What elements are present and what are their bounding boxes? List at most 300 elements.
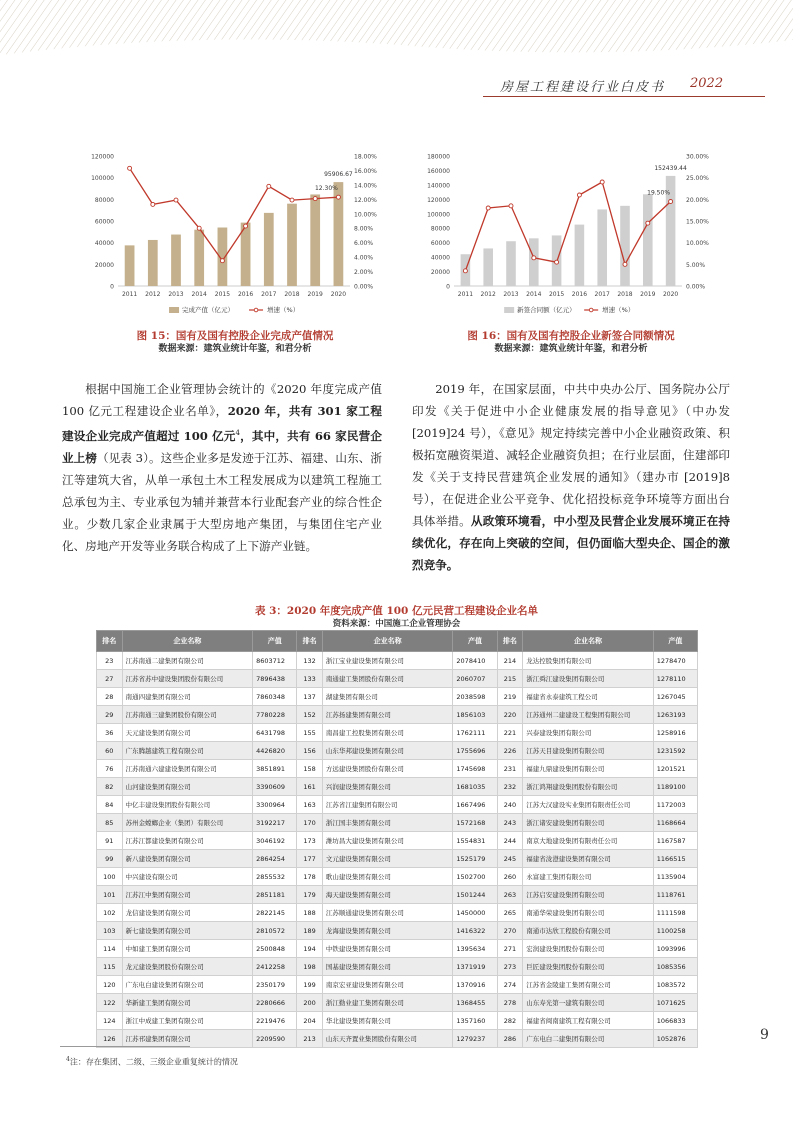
company-cell: 苏州金螳螂企业（集团）有限公司 xyxy=(122,814,253,832)
output-cell: 1278110 xyxy=(653,670,697,688)
rank-cell: 103 xyxy=(97,922,123,940)
rank-cell: 286 xyxy=(497,1030,523,1048)
footnote-rule xyxy=(60,1046,190,1047)
output-cell: 2209590 xyxy=(253,1030,297,1048)
y2-tick-label: 2.00% xyxy=(354,269,374,277)
output-cell: 3192217 xyxy=(253,814,297,832)
bar xyxy=(171,235,181,286)
rank-cell: 163 xyxy=(297,796,323,814)
rank-cell: 204 xyxy=(297,1012,323,1030)
enterprise-table xyxy=(96,630,698,1048)
legend-line-label: 增速（%） xyxy=(267,306,300,314)
rank-cell: 126 xyxy=(97,1030,123,1048)
right-para-text: 2019 年，在国家层面，中共中央办公厅、国务院办公厅印发《关于促进中小企业健康发展的指导意见》（中办发 [2019]24 号），《意见》规定持续完善中小企业融资政策、积极拓宽融资渠道、减轻企业融资负担；在行业层面，住建部印发《关于支持民营建筑企业发展的通知》（建办市 [2019]8 号），在促进企业公平竞争、优化招投标竞争环境等方面出台具体举措。 xyxy=(412,382,730,528)
bar-value-label: 152439.44 xyxy=(654,164,687,172)
right-para-bold: 从政策环境看，中小型及民营企业发展环境正在持续优化，存在向上突破的空间，但仍面临大型央企、国企的激烈竞争。 xyxy=(412,514,730,572)
rank-cell: 60 xyxy=(97,742,123,760)
x-tick-label: 2016 xyxy=(571,291,588,298)
table-source: 资料来源：中国施工企业管理协会 xyxy=(332,619,461,629)
chart-fig16-svg xyxy=(412,148,730,326)
y-tick-label: 120000 xyxy=(427,196,450,204)
output-cell: 7896438 xyxy=(253,670,297,688)
rank-cell: 124 xyxy=(97,1012,123,1030)
rank-cell: 271 xyxy=(497,940,523,958)
x-tick-label: 2013 xyxy=(168,291,184,298)
fig15-title: 图 15：国有及国有控股企业完成产值情况 xyxy=(136,330,334,342)
x-tick-label: 2017 xyxy=(261,291,277,298)
table-row xyxy=(97,670,698,688)
company-cell: 潍坊昌大建设集团有限公司 xyxy=(322,832,453,850)
table-row xyxy=(97,652,698,670)
output-cell: 1201521 xyxy=(653,760,697,778)
bar xyxy=(310,194,320,286)
company-cell: 永富建工集团有限公司 xyxy=(523,868,654,886)
table-row xyxy=(97,1012,698,1030)
x-tick-label: 2018 xyxy=(617,291,633,298)
y-tick-label: 120000 xyxy=(91,153,114,161)
legend-line-label: 增速（%） xyxy=(602,306,635,314)
output-cell: 1525179 xyxy=(453,850,497,868)
growth-point xyxy=(532,256,536,260)
output-cell: 2219476 xyxy=(253,1012,297,1030)
y-tick-label: 20000 xyxy=(94,261,114,269)
output-cell: 1745698 xyxy=(453,760,497,778)
fig16-source: 数据来源：建筑业统计年鉴，和君分析 xyxy=(494,344,648,354)
table-header-cell: 产值 xyxy=(653,631,697,652)
output-cell: 2822145 xyxy=(253,904,297,922)
output-cell: 2500848 xyxy=(253,940,297,958)
company-cell: 龙达控股集团有限公司 xyxy=(523,652,654,670)
rank-cell: 278 xyxy=(497,994,523,1012)
table-row xyxy=(97,760,698,778)
output-cell: 1167587 xyxy=(653,832,697,850)
bar xyxy=(148,240,158,286)
output-cell: 1168664 xyxy=(653,814,697,832)
company-cell: 南京宏亚建设集团有限公司 xyxy=(322,976,453,994)
rank-cell: 161 xyxy=(297,778,323,796)
chart-fig16 xyxy=(412,148,730,326)
rank-cell: 122 xyxy=(97,994,123,1012)
rank-cell: 270 xyxy=(497,922,523,940)
table-row xyxy=(97,742,698,760)
company-cell: 江苏顺通建设集团有限公司 xyxy=(322,904,453,922)
rank-cell: 231 xyxy=(497,760,523,778)
output-cell: 1263193 xyxy=(653,706,697,724)
output-cell: 1667496 xyxy=(453,796,497,814)
rank-cell: 244 xyxy=(497,832,523,850)
rank-cell: 189 xyxy=(297,922,323,940)
bar xyxy=(194,230,204,286)
company-cell: 福建省泷澄建设集团有限公司 xyxy=(523,850,654,868)
rank-cell: 156 xyxy=(297,742,323,760)
rank-cell: 200 xyxy=(297,994,323,1012)
output-cell: 1083572 xyxy=(653,976,697,994)
rank-cell: 137 xyxy=(297,688,323,706)
output-cell: 3390609 xyxy=(253,778,297,796)
company-cell: 新七建设集团有限公司 xyxy=(122,922,253,940)
rank-cell: 273 xyxy=(497,958,523,976)
company-cell: 天元建设集团有限公司 xyxy=(122,724,253,742)
growth-line xyxy=(465,182,670,271)
growth-point xyxy=(646,221,650,225)
rank-cell: 91 xyxy=(97,832,123,850)
legend-line-marker xyxy=(254,308,258,312)
output-cell: 2060707 xyxy=(453,670,497,688)
company-cell: 兴泰建设集团有限公司 xyxy=(523,724,654,742)
rank-cell: 179 xyxy=(297,886,323,904)
rank-cell: 198 xyxy=(297,958,323,976)
rank-cell: 232 xyxy=(497,778,523,796)
footnote-mark: 4 xyxy=(66,1056,70,1063)
table-row xyxy=(97,940,698,958)
header-pattern xyxy=(0,0,793,62)
y2-tick-label: 18.00% xyxy=(354,153,377,161)
company-cell: 浙江鸿翔建设集团股份有限公司 xyxy=(523,778,654,796)
output-cell: 1395634 xyxy=(453,940,497,958)
table-row xyxy=(97,886,698,904)
y-tick-label: 100000 xyxy=(91,175,114,183)
rank-cell: 29 xyxy=(97,706,123,724)
company-cell: 南通华荣建设集团有限公司 xyxy=(523,904,654,922)
output-cell: 1111598 xyxy=(653,904,697,922)
rank-cell: 245 xyxy=(497,850,523,868)
output-cell: 1135904 xyxy=(653,868,697,886)
x-tick-label: 2018 xyxy=(284,291,300,298)
y2-tick-label: 25.00% xyxy=(686,175,709,183)
growth-point xyxy=(509,204,513,208)
company-cell: 浙江宝业建设集团有限公司 xyxy=(322,652,453,670)
output-cell: 2412258 xyxy=(253,958,297,976)
company-cell: 中如建工集团有限公司 xyxy=(122,940,253,958)
rank-cell: 199 xyxy=(297,976,323,994)
growth-point xyxy=(244,224,248,228)
chart-fig15 xyxy=(80,148,390,326)
company-cell: 山东寿光第一建筑有限公司 xyxy=(523,994,654,1012)
table-header-cell: 产值 xyxy=(453,631,497,652)
company-cell: 浙江中成建工集团有限公司 xyxy=(122,1012,253,1030)
rank-cell: 263 xyxy=(497,886,523,904)
company-cell: 江苏南通三建集团股份有限公司 xyxy=(122,706,253,724)
growth-point xyxy=(197,226,201,230)
output-cell: 1681035 xyxy=(453,778,497,796)
x-tick-label: 2015 xyxy=(548,291,565,298)
output-cell: 3046192 xyxy=(253,832,297,850)
table-row xyxy=(97,904,698,922)
y-tick-label: 180000 xyxy=(427,153,450,161)
company-cell: 华新建工集团有限公司 xyxy=(122,994,253,1012)
table-row xyxy=(97,868,698,886)
output-cell: 3851891 xyxy=(253,760,297,778)
rank-cell: 178 xyxy=(297,868,323,886)
company-cell: 巨匠建设集团股份有限公司 xyxy=(523,958,654,976)
left-para-text-1: 根据中国施工企业管理协会统计的《2020 年度完成产值 100 亿元工程建设企业名单》， xyxy=(62,382,382,418)
company-cell: 南通市达欣工程股份有限公司 xyxy=(523,922,654,940)
company-cell: 江苏天目建设集团有限公司 xyxy=(523,742,654,760)
legend-bar-label: 新签合同额（亿元） xyxy=(517,306,576,314)
company-cell: 龙海建设集团有限公司 xyxy=(322,922,453,940)
company-cell: 江苏省金陵建工集团有限公司 xyxy=(523,976,654,994)
y2-tick-label: 14.00% xyxy=(354,182,377,190)
rank-cell: 84 xyxy=(97,796,123,814)
company-cell: 文元建设集团有限公司 xyxy=(322,850,453,868)
rank-cell: 82 xyxy=(97,778,123,796)
left-para-bold-2: ，其中，共有 66 家民营企业上榜 xyxy=(62,428,382,465)
rank-cell: 260 xyxy=(497,868,523,886)
company-cell: 江苏启安建设集团有限公司 xyxy=(523,886,654,904)
rank-cell: 170 xyxy=(297,814,323,832)
output-cell: 1118761 xyxy=(653,886,697,904)
x-tick-label: 2014 xyxy=(191,291,207,298)
company-cell: 江苏省苏中建设集团股份有限公司 xyxy=(122,670,253,688)
rank-cell: 27 xyxy=(97,670,123,688)
x-tick-label: 2019 xyxy=(307,291,323,298)
company-cell: 福建省闽南建筑工程有限公司 xyxy=(523,1012,654,1030)
y2-tick-label: 5.00% xyxy=(686,261,706,269)
rank-cell: 213 xyxy=(297,1030,323,1048)
company-cell: 新八建设集团有限公司 xyxy=(122,850,253,868)
fig16-title: 图 16：国有及国有控股企业新签合同额情况 xyxy=(467,330,675,342)
rank-cell: 243 xyxy=(497,814,523,832)
y2-tick-label: 20.00% xyxy=(686,196,709,204)
growth-point xyxy=(174,198,178,202)
company-cell: 南昌建工控股集团有限公司 xyxy=(322,724,453,742)
growth-point xyxy=(555,260,559,264)
y-tick-label: 80000 xyxy=(430,225,450,233)
company-cell: 华北建设集团有限公司 xyxy=(322,1012,453,1030)
company-cell: 国基建设集团有限公司 xyxy=(322,958,453,976)
company-cell: 山东天齐置业集团股份有限公司 xyxy=(322,1030,453,1048)
bar xyxy=(287,204,297,286)
rank-cell: 240 xyxy=(497,796,523,814)
output-cell: 1370916 xyxy=(453,976,497,994)
y2-tick-label: 16.00% xyxy=(354,167,377,175)
y2-tick-label: 15.00% xyxy=(686,218,709,226)
company-cell: 福建九鼎建设集团有限公司 xyxy=(523,760,654,778)
y-tick-label: 60000 xyxy=(430,240,450,248)
bar xyxy=(529,238,539,286)
output-cell: 1189100 xyxy=(653,778,697,796)
company-cell: 广东腾越建筑工程有限公司 xyxy=(122,742,253,760)
company-cell: 龙元建设集团股份有限公司 xyxy=(122,958,253,976)
rank-cell: 36 xyxy=(97,724,123,742)
company-cell: 南京大地建设集团有限责任公司 xyxy=(523,832,654,850)
output-cell: 1093996 xyxy=(653,940,697,958)
y-tick-label: 100000 xyxy=(427,211,450,219)
company-cell: 浙江舜江建设集团有限公司 xyxy=(523,670,654,688)
bar xyxy=(125,245,135,286)
table-row xyxy=(97,958,698,976)
header-title: 房屋工程建设行业白皮书 xyxy=(500,80,666,95)
table-header-cell: 排名 xyxy=(497,631,523,652)
output-cell: 1258916 xyxy=(653,724,697,742)
x-tick-label: 2017 xyxy=(594,291,610,298)
table-row xyxy=(97,688,698,706)
company-cell: 南通建工集团股份有限公司 xyxy=(322,670,453,688)
header-year: 2022 xyxy=(690,76,724,91)
company-cell: 江苏南通二建集团有限公司 xyxy=(122,652,253,670)
growth-point xyxy=(313,197,317,201)
y-tick-label: 40000 xyxy=(430,254,450,262)
rank-cell: 219 xyxy=(497,688,523,706)
rank-cell: 152 xyxy=(297,706,323,724)
table-row xyxy=(97,796,698,814)
company-cell: 中铁建设集团有限公司 xyxy=(322,940,453,958)
output-cell: 1278470 xyxy=(653,652,697,670)
table-row xyxy=(97,850,698,868)
bar xyxy=(506,241,516,286)
legend-bar-label: 完成产值（亿元） xyxy=(182,306,235,314)
growth-point xyxy=(463,269,467,273)
y2-tick-label: 0.00% xyxy=(354,283,374,291)
company-cell: 山东华邦建设集团有限公司 xyxy=(322,742,453,760)
company-cell: 江苏大汉建设实业集团有限责任公司 xyxy=(523,796,654,814)
growth-point xyxy=(577,193,581,197)
company-cell: 江苏南通六建建设集团有限公司 xyxy=(122,760,253,778)
output-cell: 1416322 xyxy=(453,922,497,940)
output-cell: 1368455 xyxy=(453,994,497,1012)
company-cell: 湖建集团有限公司 xyxy=(322,688,453,706)
table-header-cell: 企业名称 xyxy=(322,631,453,652)
y-tick-label: 0 xyxy=(446,283,450,291)
page-number: 9 xyxy=(760,1027,769,1043)
output-cell: 1371919 xyxy=(453,958,497,976)
output-cell: 1231592 xyxy=(653,742,697,760)
output-cell: 1066833 xyxy=(653,1012,697,1030)
x-tick-label: 2011 xyxy=(457,291,474,298)
output-cell: 2350179 xyxy=(253,976,297,994)
table-header-cell: 排名 xyxy=(297,631,323,652)
fig16-caption xyxy=(412,330,730,356)
y-tick-label: 60000 xyxy=(94,218,114,226)
company-cell: 浙江国丰集团有限公司 xyxy=(322,814,453,832)
rank-cell: 215 xyxy=(497,670,523,688)
legend-line-marker xyxy=(589,308,593,312)
x-tick-label: 2011 xyxy=(121,291,138,298)
x-tick-label: 2014 xyxy=(526,291,542,298)
company-cell: 江苏省江建集团有限公司 xyxy=(322,796,453,814)
output-cell: 2855532 xyxy=(253,868,297,886)
output-cell: 3300964 xyxy=(253,796,297,814)
rank-cell: 132 xyxy=(297,652,323,670)
output-cell: 1085356 xyxy=(653,958,697,976)
rank-cell: 99 xyxy=(97,850,123,868)
legend-bar-swatch xyxy=(504,307,514,313)
output-cell: 1450000 xyxy=(453,904,497,922)
company-cell: 福建省永泰建筑工程公司 xyxy=(523,688,654,706)
output-cell: 1762111 xyxy=(453,724,497,742)
table-row xyxy=(97,814,698,832)
y2-tick-label: 10.00% xyxy=(354,211,377,219)
rank-cell: 282 xyxy=(497,1012,523,1030)
y2-tick-label: 0.00% xyxy=(686,283,706,291)
output-cell: 7860348 xyxy=(253,688,297,706)
rank-cell: 173 xyxy=(297,832,323,850)
y2-tick-label: 30.00% xyxy=(686,153,709,161)
table-header-cell: 企业名称 xyxy=(122,631,253,652)
bar-value-label: 95906.67 xyxy=(324,171,353,179)
output-cell: 1501244 xyxy=(453,886,497,904)
rank-cell: 155 xyxy=(297,724,323,742)
x-tick-label: 2015 xyxy=(214,291,231,298)
output-cell: 7780228 xyxy=(253,706,297,724)
rank-cell: 226 xyxy=(497,742,523,760)
bar xyxy=(483,248,493,286)
table-header-row xyxy=(97,631,698,652)
growth-line xyxy=(130,168,339,260)
company-cell: 海天建设集团有限公司 xyxy=(322,886,453,904)
output-cell: 2864254 xyxy=(253,850,297,868)
company-cell: 方远建设集团股份有限公司 xyxy=(322,760,453,778)
output-cell: 1856103 xyxy=(453,706,497,724)
bar xyxy=(575,225,585,286)
output-cell: 1502700 xyxy=(453,868,497,886)
rank-cell: 214 xyxy=(497,652,523,670)
table-row xyxy=(97,976,698,994)
table-header-cell: 产值 xyxy=(253,631,297,652)
x-tick-label: 2016 xyxy=(237,291,254,298)
output-cell: 1572168 xyxy=(453,814,497,832)
output-cell: 2851181 xyxy=(253,886,297,904)
bar xyxy=(620,206,630,286)
footnote xyxy=(66,1056,238,1068)
rank-cell: 28 xyxy=(97,688,123,706)
growth-point xyxy=(128,166,132,170)
rank-cell: 100 xyxy=(97,868,123,886)
growth-point xyxy=(220,259,224,263)
output-cell: 1755696 xyxy=(453,742,497,760)
footnote-text: 注：存在集团、二级、三级企业重复统计的情况 xyxy=(69,1057,238,1067)
company-cell: 中兴建设有限公司 xyxy=(122,868,253,886)
rank-cell: 76 xyxy=(97,760,123,778)
growth-value-label: 19.50% xyxy=(647,189,671,197)
y2-tick-label: 4.00% xyxy=(354,254,374,262)
rank-cell: 114 xyxy=(97,940,123,958)
company-cell: 宏润建设集团股份有限公司 xyxy=(523,940,654,958)
output-cell: 8603712 xyxy=(253,652,297,670)
table-row xyxy=(97,1030,698,1048)
rank-cell: 274 xyxy=(497,976,523,994)
rank-cell: 85 xyxy=(97,814,123,832)
output-cell: 1052876 xyxy=(653,1030,697,1048)
x-tick-label: 2019 xyxy=(640,291,656,298)
output-cell: 6431798 xyxy=(253,724,297,742)
rank-cell: 101 xyxy=(97,886,123,904)
footnote-ref: 4 xyxy=(235,429,241,437)
table-row xyxy=(97,922,698,940)
growth-point xyxy=(151,202,155,206)
y-tick-label: 80000 xyxy=(94,196,114,204)
growth-point xyxy=(336,195,340,199)
rank-cell: 265 xyxy=(497,904,523,922)
company-cell: 广东电白二建集团有限公司 xyxy=(523,1030,654,1048)
company-cell: 江苏邗建集团有限公司 xyxy=(122,1030,253,1048)
bar xyxy=(643,194,653,286)
y2-tick-label: 10.00% xyxy=(686,240,709,248)
rank-cell: 220 xyxy=(497,706,523,724)
x-tick-label: 2012 xyxy=(480,291,496,298)
bar xyxy=(597,209,607,286)
legend-bar-swatch xyxy=(169,307,179,313)
rank-cell: 188 xyxy=(297,904,323,922)
rank-cell: 158 xyxy=(297,760,323,778)
growth-point xyxy=(267,184,271,188)
header-rule xyxy=(483,96,765,97)
output-cell: 1071625 xyxy=(653,994,697,1012)
rank-cell: 23 xyxy=(97,652,123,670)
company-cell: 山河建设集团有限公司 xyxy=(122,778,253,796)
table-row xyxy=(97,724,698,742)
table-row xyxy=(97,832,698,850)
